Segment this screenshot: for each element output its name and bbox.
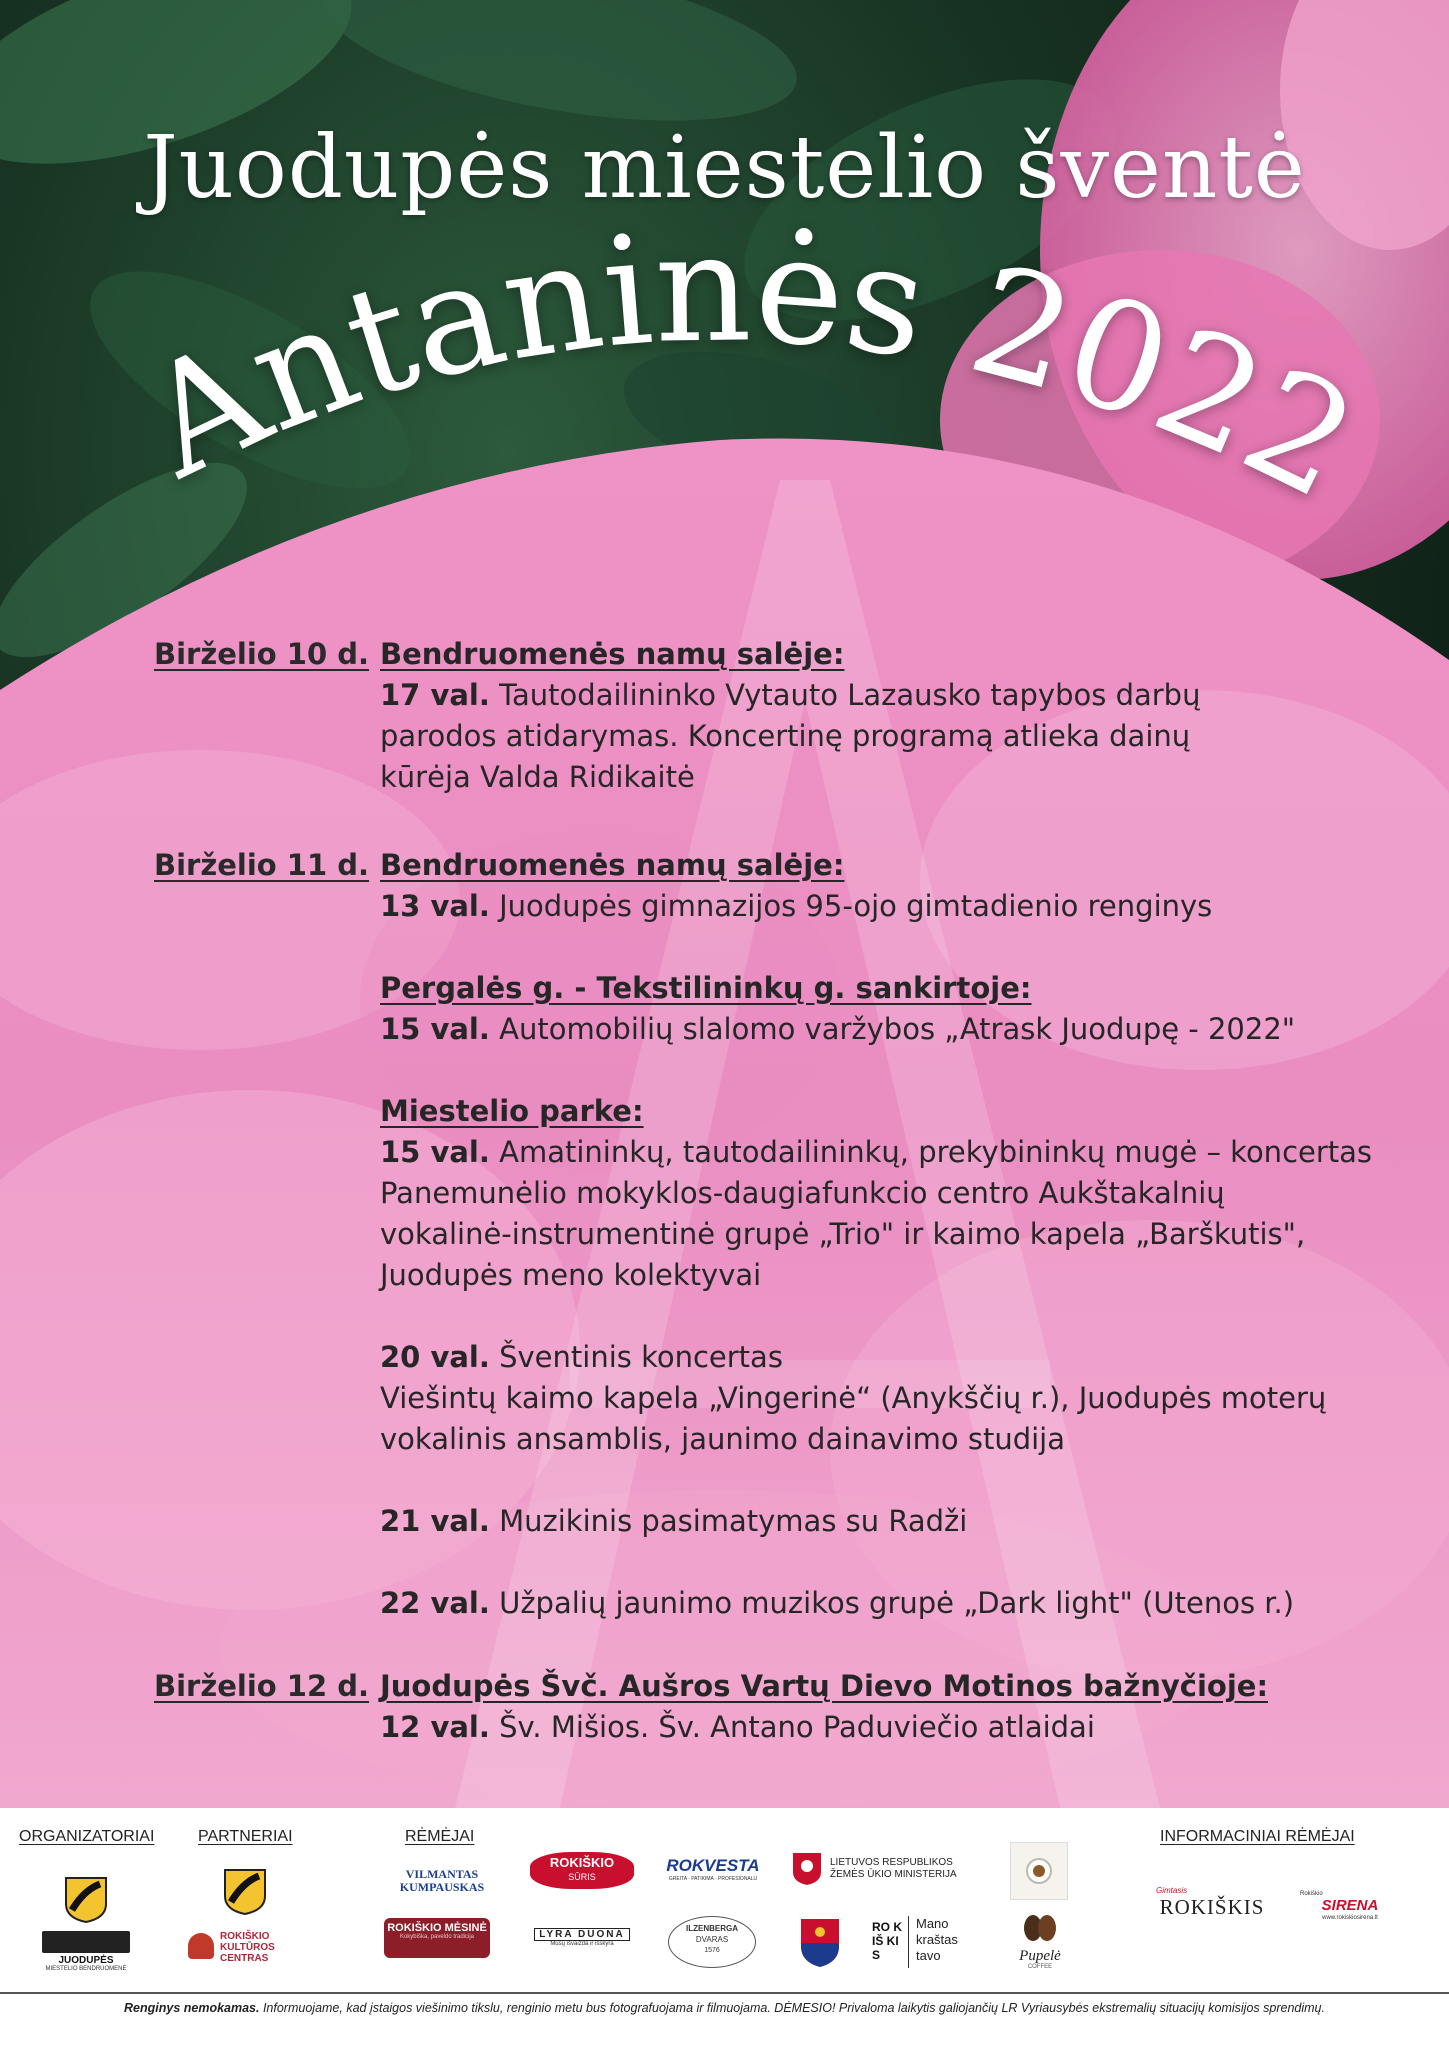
- rokvesta-line: GREITA · PATIKIMA · PROFESIONALU: [668, 1876, 758, 1882]
- rokiskio-sirena-logo: [1300, 1888, 1400, 1924]
- event-text: Viešintų kaimo kapela „Vingerinė“ (Anykščių r.), Juodupės moterų: [380, 1381, 1327, 1415]
- partner-shield-icon: [223, 1868, 267, 1916]
- event-time: 13 val.: [380, 889, 490, 923]
- footer-divider: [0, 1992, 1449, 1994]
- event-text: Juodupės meno kolektyvai: [380, 1258, 762, 1292]
- lyra-line: LYRA DUONA: [534, 1928, 630, 1941]
- coffee-cup-icon: [1011, 1843, 1067, 1899]
- mesine-line: ROKIŠKIO MĖSINĖ: [387, 1922, 487, 1934]
- ilzenberg-line: DVARAS: [695, 1935, 729, 1944]
- event-text: Šventinis koncertas: [499, 1340, 783, 1374]
- event-time: 15 val.: [380, 1135, 490, 1169]
- mano-line: Mano: [916, 1916, 949, 1931]
- event-text: vokalinė-instrumentinė grupė „Trio" ir kaimo kapela „Barškutis",: [380, 1217, 1306, 1251]
- mesine-line: Kokybiška, paveldo tradicija: [399, 1934, 475, 1940]
- gimtasis-rokiskis-logo: [1156, 1886, 1268, 1920]
- day2-events: [380, 845, 1390, 1624]
- juodupes-logo-subtext: MIESTELIO BENDRUOMENĖ: [45, 1966, 127, 1972]
- venue-label: Miestelio parke:: [380, 1094, 644, 1128]
- date-june-10: Birželio 10 d.: [154, 637, 370, 671]
- event-text: Panemunėlio mokyklos-daugiafunkcio centro Aukštakalnių: [380, 1176, 1225, 1210]
- day3-events: [380, 1666, 1390, 1748]
- agriculture-ministry-logo: [792, 1852, 992, 1881]
- coffee-bean-icon: [1020, 1912, 1060, 1944]
- gimtasis-line: Gimtasis: [1156, 1886, 1188, 1895]
- lyra-line: Mūsų išvaizda ir išskyra: [550, 1941, 614, 1947]
- mano-line: tavo: [916, 1948, 941, 1963]
- partner-shield-logo: [200, 1868, 290, 1921]
- suris-line: SŪRIS: [568, 1872, 596, 1882]
- culture-logo-line: KULTŪROS: [220, 1942, 275, 1953]
- organizers-label: ORGANIZATORIAI: [19, 1828, 155, 1845]
- rokiskis-mark: RO KIŠ KIS: [872, 1920, 902, 1962]
- rokiskio-mesine-logo: [384, 1918, 490, 1958]
- juodupes-logo-text: JUODUPĖS: [58, 1955, 114, 1966]
- ministry-line: ŽEMĖS ŪKIO MINISTERIJA: [830, 1869, 957, 1880]
- gimtasis-line: ROKIŠKIS: [1159, 1895, 1265, 1919]
- juodupes-community-logo: [36, 1876, 136, 1972]
- culture-logo-line: CENTRAS: [220, 1953, 269, 1964]
- rokiskio-suris-logo: [530, 1852, 634, 1889]
- pupele-coffee-logo: [1004, 1912, 1076, 1970]
- sirena-line: www.rokiskiosirena.lt: [1322, 1915, 1378, 1921]
- suris-line: ROKIŠKIO: [549, 1855, 615, 1870]
- ilzenbergo-dvaras-logo: [668, 1916, 756, 1968]
- vilmantas-line: VILMANTAS: [405, 1867, 479, 1881]
- vilmantas-line: KUMPAUSKAS: [399, 1880, 485, 1894]
- event-time: 15 val.: [380, 1012, 490, 1046]
- event-text: Automobilių slalomo varžybos „Atrask Juodupę - 2022": [499, 1012, 1296, 1046]
- date-june-11: Birželio 11 d.: [154, 848, 370, 882]
- mano-line: kraštas: [916, 1932, 958, 1947]
- event-text: Tautodailininko Vytauto Lazausko tapybos darbų: [499, 678, 1201, 712]
- venue-label: Juodupės Švč. Aušros Vartų Dievo Motinos bažnyčioje:: [380, 1669, 1269, 1703]
- event-text: Juodupės gimnazijos 95-ojo gimtadienio renginys: [499, 889, 1213, 923]
- event-time: 21 val.: [380, 1504, 490, 1538]
- culture-center-icon: [188, 1933, 214, 1959]
- event-subtitle: Juodupės miestelio šventė: [143, 118, 1306, 218]
- date-june-12: Birželio 12 d.: [154, 1669, 370, 1703]
- venue-label: Pergalės g. - Tekstilininkų g. sankirtoje:: [380, 971, 1032, 1005]
- culture-logo-line: ROKIŠKIO: [220, 1931, 270, 1942]
- juodupes-shield-icon: [64, 1876, 108, 1924]
- ilzenberg-line: ILZENBERGA: [686, 1924, 738, 1933]
- pupele-line: COFFEE: [1027, 1964, 1053, 1970]
- disclaimer-text: Informuojame, kad įstaigos viešinimo tikslu, renginio metu bus fotografuojama ir filmuojama. DĖMESIO! Privaloma laikytis galiojančių LR Vyriausybės ekstremalių situacijų komisijos sprendimų.: [259, 2001, 1325, 2015]
- event-title-text: Antaninės 2022: [119, 201, 1381, 533]
- venue-label: Bendruomenės namų salėje:: [380, 848, 845, 882]
- ilzenberg-line: 1576: [704, 1947, 720, 1954]
- sirena-line: Rokiškio: [1300, 1891, 1323, 1897]
- ministry-line: LIETUVOS RESPUBLIKOS: [830, 1857, 953, 1868]
- info-sponsors-label: INFORMACINIAI RĖMĖJAI: [1160, 1828, 1355, 1845]
- partners-label: PARTNERIAI: [198, 1828, 293, 1845]
- event-time: 17 val.: [380, 678, 490, 712]
- event-text: Šv. Mišios. Šv. Antano Paduviečio atlaidai: [499, 1710, 1095, 1744]
- disclaimer-bold: Renginys nemokamas.: [124, 2001, 260, 2015]
- sponsors-label: RĖMĖJAI: [405, 1828, 475, 1845]
- venue-label: Bendruomenės namų salėje:: [380, 637, 845, 671]
- day1-events: [380, 634, 1390, 798]
- disclaimer: [0, 2001, 1449, 2015]
- event-text: Užpalių jaunimo muzikos grupė „Dark light" (Utenos r.): [499, 1586, 1295, 1620]
- event-text: kūrėja Valda Ridikaitė: [380, 760, 695, 794]
- event-time: 20 val.: [380, 1340, 490, 1374]
- rokvesta-line: ROKVESTA: [666, 1856, 760, 1875]
- event-time: 22 val.: [380, 1586, 490, 1620]
- vilmantas-kumpauskas-logo: [392, 1868, 492, 1894]
- lyra-duona-logo: [534, 1928, 630, 1947]
- coat-of-arms-icon: [792, 1852, 822, 1886]
- event-text: Muzikinis pasimatymas su Radži: [499, 1504, 968, 1538]
- mano-krastas-tavo-logo: [872, 1916, 992, 1964]
- event-text: vokalinis ansamblis, jaunimo dainavimo studija: [380, 1422, 1066, 1456]
- sirena-line: SIRENA: [1321, 1897, 1379, 1914]
- rokvesta-logo: [660, 1856, 766, 1882]
- sponsor-photo-logo: [1010, 1842, 1068, 1900]
- rokiskio-kulturos-centras-logo: [188, 1931, 298, 1964]
- pupele-line: Pupelė: [1019, 1948, 1061, 1964]
- event-text: parodos atidarymas. Koncertinę programą atlieka dainų: [380, 719, 1191, 753]
- event-text: Amatininkų, tautodailininkų, prekybininkų mugė – koncertas: [499, 1135, 1373, 1169]
- event-time: 12 val.: [380, 1710, 490, 1744]
- rokiskis-coat-of-arms-icon: [800, 1918, 840, 1968]
